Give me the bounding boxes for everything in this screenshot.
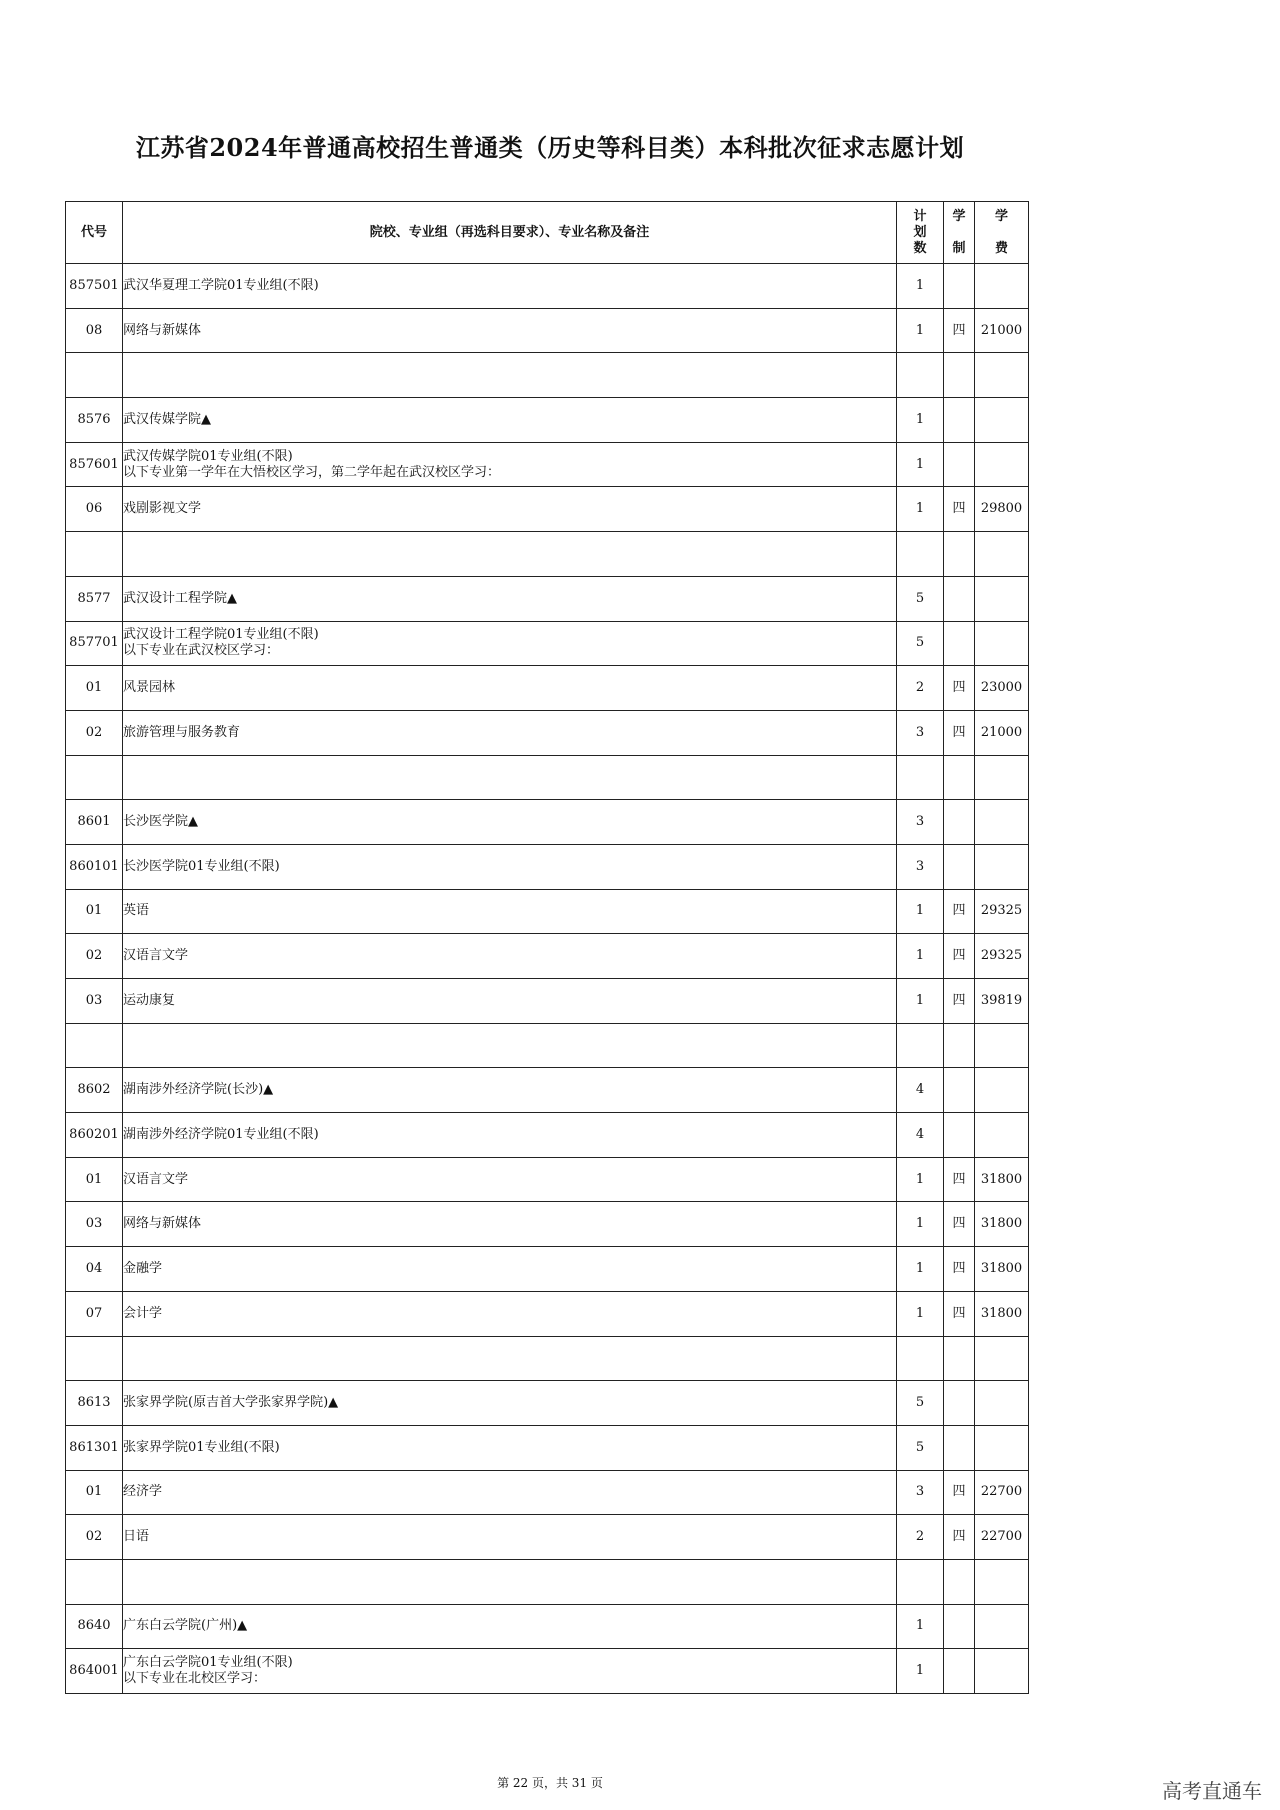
cell-name-text: 武汉传媒学院▲	[123, 411, 211, 427]
cell-years	[944, 1113, 975, 1158]
table-row	[66, 442, 1029, 487]
cell-code: 860201	[66, 1113, 123, 1158]
header-plan: 计 划 数	[897, 202, 944, 264]
cell-name	[123, 308, 897, 353]
table-row	[66, 710, 1029, 755]
cell-name	[123, 1068, 897, 1113]
cell-name	[123, 844, 897, 889]
cell-name	[123, 710, 897, 755]
cell-name-text: 长沙医学院01专业组(不限)	[123, 858, 280, 874]
cell-name	[123, 1425, 897, 1470]
cell-plan: 1	[897, 398, 944, 443]
cell-fee	[975, 1425, 1029, 1470]
cell-fee	[975, 1023, 1029, 1068]
cell-years: 四	[944, 1291, 975, 1336]
cell-plan	[897, 1023, 944, 1068]
cell-name	[123, 800, 897, 845]
table-row	[66, 308, 1029, 353]
table-body	[66, 264, 1029, 1694]
table-row	[66, 1068, 1029, 1113]
cell-fee	[975, 621, 1029, 666]
cell-years: 四	[944, 979, 975, 1024]
cell-name-text: 武汉设计工程学院01专业组(不限)	[123, 627, 319, 643]
cell-fee: 31800	[975, 1247, 1029, 1292]
cell-fee	[975, 576, 1029, 621]
cell-fee	[975, 1604, 1029, 1649]
cell-plan: 5	[897, 621, 944, 666]
table-row	[66, 398, 1029, 443]
cell-code: 8576	[66, 398, 123, 443]
cell-plan: 1	[897, 934, 944, 979]
table-row	[66, 1604, 1029, 1649]
cell-years	[944, 1649, 975, 1694]
cell-years: 四	[944, 308, 975, 353]
cell-name-text: 经济学	[123, 1484, 163, 1500]
cell-name	[123, 1559, 897, 1604]
header-fee: 学 费	[975, 202, 1029, 264]
table-row	[66, 755, 1029, 800]
cell-years	[944, 1559, 975, 1604]
cell-name-text: 武汉华夏理工学院01专业组(不限)	[123, 277, 319, 293]
cell-plan	[897, 1336, 944, 1381]
cell-name-text: 网络与新媒体	[123, 322, 202, 338]
cell-years: 四	[944, 1247, 975, 1292]
cell-name	[123, 1381, 897, 1426]
cell-plan: 3	[897, 1470, 944, 1515]
cell-fee	[975, 844, 1029, 889]
cell-fee	[975, 800, 1029, 845]
cell-plan: 5	[897, 576, 944, 621]
cell-fee: 29325	[975, 889, 1029, 934]
cell-years	[944, 621, 975, 666]
cell-name-text: 戏剧影视文学	[123, 501, 202, 517]
cell-code: 8602	[66, 1068, 123, 1113]
cell-fee: 31800	[975, 1157, 1029, 1202]
cell-fee	[975, 1559, 1029, 1604]
cell-name	[123, 934, 897, 979]
cell-name	[123, 398, 897, 443]
cell-name	[123, 1247, 897, 1292]
table-row	[66, 532, 1029, 577]
header-code: 代号	[66, 202, 123, 264]
cell-plan: 1	[897, 308, 944, 353]
cell-name	[123, 621, 897, 666]
cell-years	[944, 800, 975, 845]
table-row	[66, 844, 1029, 889]
cell-years: 四	[944, 1470, 975, 1515]
cell-plan	[897, 532, 944, 577]
cell-code: 08	[66, 308, 123, 353]
cell-fee	[975, 1649, 1029, 1694]
cell-code	[66, 755, 123, 800]
cell-fee: 31800	[975, 1202, 1029, 1247]
cell-note-text: 以下专业在武汉校区学习：	[123, 643, 280, 659]
cell-name-text: 汉语言文学	[123, 1171, 189, 1187]
cell-code: 864001	[66, 1649, 123, 1694]
cell-years	[944, 398, 975, 443]
cell-name-text: 湖南涉外经济学院(长沙)▲	[123, 1082, 274, 1098]
admission-plan-table	[65, 201, 1029, 1694]
cell-fee: 21000	[975, 308, 1029, 353]
cell-name-text: 运动康复	[123, 992, 176, 1008]
cell-plan: 1	[897, 1604, 944, 1649]
cell-name	[123, 1202, 897, 1247]
cell-years: 四	[944, 889, 975, 934]
cell-name	[123, 1157, 897, 1202]
cell-years: 四	[944, 934, 975, 979]
cell-name-text: 广东白云学院(广州)▲	[123, 1618, 248, 1634]
cell-plan: 3	[897, 844, 944, 889]
cell-years	[944, 1068, 975, 1113]
watermark: 高考直通车	[1162, 1779, 1262, 1803]
cell-name-text: 长沙医学院▲	[123, 814, 198, 830]
table-row	[66, 353, 1029, 398]
cell-code: 03	[66, 979, 123, 1024]
cell-plan: 2	[897, 666, 944, 711]
cell-code: 8640	[66, 1604, 123, 1649]
cell-code	[66, 1559, 123, 1604]
cell-plan: 3	[897, 800, 944, 845]
cell-name	[123, 576, 897, 621]
cell-code: 857601	[66, 442, 123, 487]
cell-code: 06	[66, 487, 123, 532]
cell-code	[66, 1023, 123, 1068]
cell-years: 四	[944, 666, 975, 711]
cell-code: 01	[66, 1470, 123, 1515]
cell-plan: 1	[897, 264, 944, 309]
cell-plan: 1	[897, 442, 944, 487]
cell-code: 03	[66, 1202, 123, 1247]
table-row	[66, 1559, 1029, 1604]
table-row	[66, 621, 1029, 666]
cell-plan	[897, 755, 944, 800]
cell-fee: 29800	[975, 487, 1029, 532]
cell-fee: 31800	[975, 1291, 1029, 1336]
table-row	[66, 979, 1029, 1024]
cell-plan	[897, 1559, 944, 1604]
cell-name-text: 英语	[123, 903, 150, 919]
cell-name	[123, 1470, 897, 1515]
cell-plan: 5	[897, 1425, 944, 1470]
cell-fee: 21000	[975, 710, 1029, 755]
table-row	[66, 1649, 1029, 1694]
cell-years	[944, 576, 975, 621]
header-name: 院校、专业组（再选科目要求）、专业名称及备注	[123, 202, 897, 264]
cell-fee	[975, 442, 1029, 487]
table-row	[66, 1515, 1029, 1560]
table-row	[66, 576, 1029, 621]
cell-years: 四	[944, 487, 975, 532]
cell-name	[123, 1515, 897, 1560]
cell-plan: 4	[897, 1068, 944, 1113]
cell-name	[123, 1604, 897, 1649]
cell-plan	[897, 353, 944, 398]
cell-code	[66, 1336, 123, 1381]
cell-note-text: 以下专业在北校区学习：	[123, 1671, 267, 1687]
cell-years	[944, 844, 975, 889]
cell-name-text: 武汉传媒学院01专业组(不限)	[123, 448, 293, 464]
cell-name	[123, 1113, 897, 1158]
cell-name	[123, 1649, 897, 1694]
cell-plan: 1	[897, 487, 944, 532]
cell-name	[123, 755, 897, 800]
cell-name-text: 会计学	[123, 1305, 163, 1321]
cell-code: 857701	[66, 621, 123, 666]
cell-fee: 22700	[975, 1470, 1029, 1515]
cell-years: 四	[944, 710, 975, 755]
cell-code: 8613	[66, 1381, 123, 1426]
cell-years	[944, 264, 975, 309]
cell-fee	[975, 1381, 1029, 1426]
cell-name	[123, 889, 897, 934]
page-title: 江苏省2024年普通高校招生普通类（历史等科目类）本科批次征求志愿计划	[135, 133, 965, 162]
cell-fee	[975, 755, 1029, 800]
table-row	[66, 1247, 1029, 1292]
cell-name-text: 武汉设计工程学院▲	[123, 590, 237, 606]
cell-years	[944, 1604, 975, 1649]
cell-name	[123, 353, 897, 398]
table-row	[66, 889, 1029, 934]
cell-name-text: 张家界学院01专业组(不限)	[123, 1439, 280, 1455]
cell-fee: 23000	[975, 666, 1029, 711]
cell-plan: 5	[897, 1381, 944, 1426]
cell-code: 01	[66, 1157, 123, 1202]
cell-code: 860101	[66, 844, 123, 889]
cell-name-text: 风景园林	[123, 680, 176, 696]
cell-name	[123, 1291, 897, 1336]
cell-fee	[975, 1068, 1029, 1113]
cell-name	[123, 1023, 897, 1068]
table-row	[66, 1202, 1029, 1247]
cell-code: 01	[66, 889, 123, 934]
cell-years	[944, 442, 975, 487]
table-row	[66, 1336, 1029, 1381]
cell-years	[944, 755, 975, 800]
cell-code: 04	[66, 1247, 123, 1292]
cell-fee	[975, 398, 1029, 443]
cell-name-text: 湖南涉外经济学院01专业组(不限)	[123, 1126, 319, 1142]
table-row	[66, 934, 1029, 979]
table-row	[66, 800, 1029, 845]
cell-years	[944, 532, 975, 577]
table-row	[66, 1113, 1029, 1158]
cell-years: 四	[944, 1157, 975, 1202]
table-row	[66, 1157, 1029, 1202]
cell-plan: 1	[897, 889, 944, 934]
table-row	[66, 487, 1029, 532]
cell-years: 四	[944, 1515, 975, 1560]
table-row	[66, 1023, 1029, 1068]
header-years: 学 制	[944, 202, 975, 264]
table-row	[66, 264, 1029, 309]
cell-name-text: 旅游管理与服务教育	[123, 724, 241, 740]
cell-code	[66, 532, 123, 577]
table-row	[66, 1470, 1029, 1515]
cell-code: 02	[66, 710, 123, 755]
cell-fee: 29325	[975, 934, 1029, 979]
cell-name-text: 汉语言文学	[123, 948, 189, 964]
cell-plan: 1	[897, 1649, 944, 1694]
table-row	[66, 666, 1029, 711]
cell-plan: 4	[897, 1113, 944, 1158]
cell-code: 01	[66, 666, 123, 711]
cell-years	[944, 1425, 975, 1470]
cell-plan: 3	[897, 710, 944, 755]
cell-years	[944, 353, 975, 398]
cell-fee	[975, 1336, 1029, 1381]
cell-code: 07	[66, 1291, 123, 1336]
cell-years	[944, 1336, 975, 1381]
page-footer: 第 22 页，共 31 页	[497, 1776, 603, 1790]
cell-years	[944, 1381, 975, 1426]
cell-note-text: 以下专业第一学年在大悟校区学习，第二学年起在武汉校区学习：	[123, 464, 501, 480]
cell-name-text: 广东白云学院01专业组(不限)	[123, 1655, 293, 1671]
cell-fee	[975, 353, 1029, 398]
cell-code: 02	[66, 934, 123, 979]
cell-plan: 1	[897, 1157, 944, 1202]
cell-name-text: 网络与新媒体	[123, 1216, 202, 1232]
cell-plan: 1	[897, 1247, 944, 1292]
cell-name	[123, 487, 897, 532]
cell-fee	[975, 1113, 1029, 1158]
cell-years	[944, 1023, 975, 1068]
cell-code: 8601	[66, 800, 123, 845]
cell-name-text: 日语	[123, 1529, 150, 1545]
cell-years: 四	[944, 1202, 975, 1247]
cell-name-text: 金融学	[123, 1260, 163, 1276]
table-row	[66, 1291, 1029, 1336]
cell-name	[123, 264, 897, 309]
cell-name	[123, 442, 897, 487]
table-header-row	[66, 202, 1029, 264]
table-row	[66, 1425, 1029, 1470]
cell-name	[123, 979, 897, 1024]
cell-name	[123, 532, 897, 577]
cell-code: 8577	[66, 576, 123, 621]
cell-code	[66, 353, 123, 398]
cell-name-text: 张家界学院(原吉首大学张家界学院)▲	[123, 1395, 339, 1411]
cell-plan: 2	[897, 1515, 944, 1560]
table-row	[66, 1381, 1029, 1426]
cell-plan: 1	[897, 1202, 944, 1247]
cell-plan: 1	[897, 1291, 944, 1336]
cell-code: 861301	[66, 1425, 123, 1470]
cell-fee: 39819	[975, 979, 1029, 1024]
cell-code: 02	[66, 1515, 123, 1560]
cell-fee	[975, 264, 1029, 309]
cell-name	[123, 1336, 897, 1381]
cell-name	[123, 666, 897, 711]
cell-code: 857501	[66, 264, 123, 309]
cell-plan: 1	[897, 979, 944, 1024]
cell-fee	[975, 532, 1029, 577]
cell-fee: 22700	[975, 1515, 1029, 1560]
